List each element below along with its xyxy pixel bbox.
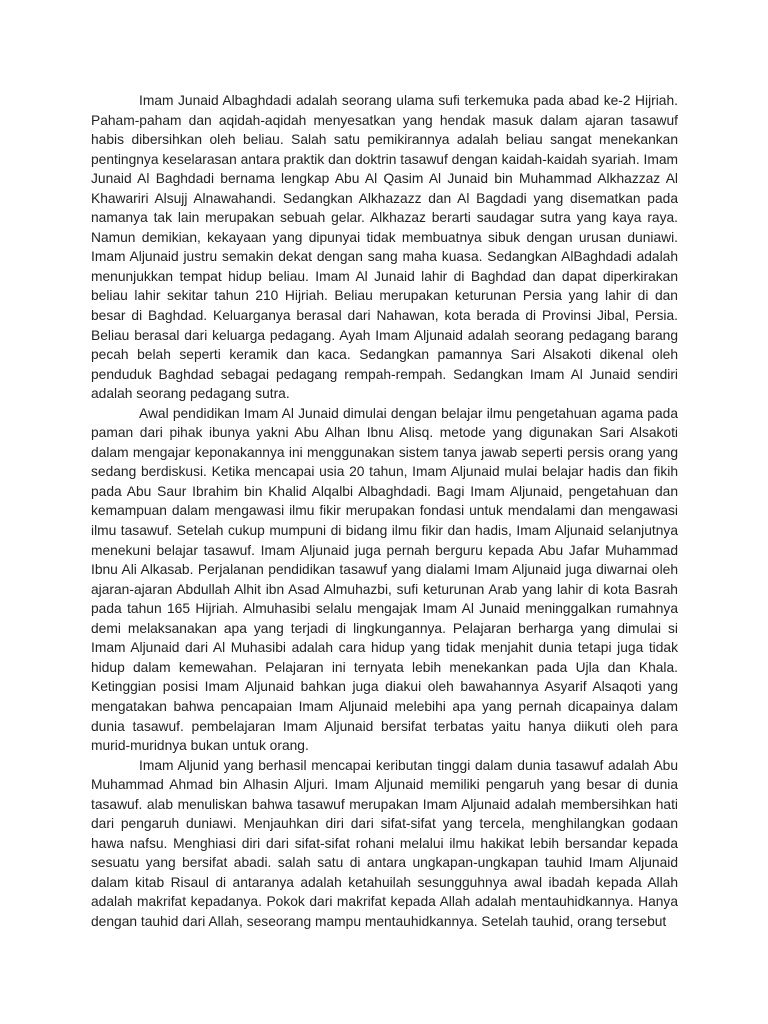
paragraph-1: Imam Junaid Albaghdadi adalah seorang ulama sufi terkemuka pada abad ke-2 Hijriah. Paham-paham dan aqidah-aqidah menyesatkan yang hendak masuk dalam ajaran tasawuf habis dibersihkan oleh beliau. Salah satu pemikirannya adalah beliau sangat menekankan pentingnya keselarasan antara praktik dan doktrin tasawuf dengan kaidah-kaidah syariah. Imam Junaid Al Baghdadi bernama lengkap Abu Al Qasim Al Junaid bin Muhammad Alkhazzaz Al Khawariri Alsujj Alnawahandi. Sedangkan Alkhazazz dan Al Bagdadi yang disematkan pada namanya tak lain merupakan sebuah gelar. Alkhazaz berarti saudagar sutra yang kaya raya. Namun demikian, kekayaan yang dipunyai tidak membuatnya sibuk dengan urusan duniawi. Imam Aljunaid justru semakin dekat dengan sang maha kuasa. Sedangkan AlBaghdadi adalah menunjukkan tempat hidup beliau. Imam Al Junaid lahir di Baghdad dan dapat diperkirakan beliau lahir sekitar tahun 210 Hijriah. Beliau merupakan keturunan Persia yang lahir di dan besar di Baghdad. Keluarganya berasal dari Nahawan, kota berada di Provinsi Jibal, Persia. Beliau berasal dari keluarga pedagang. Ayah Imam Aljunaid adalah seorang pedagang barang pecah belah seperti keramik dan kaca. Sedangkan pamannya Sari Alsakoti dikenal oleh penduduk Baghdad sebagai pedagang rempah-rempah. Sedangkan Imam Al Junaid sendiri adalah seorang pedagang sutra. (91, 93, 678, 402)
paragraph-3: Imam Aljunid yang berhasil mencapai keributan tinggi dalam dunia tasawuf adalah Abu Muhammad Ahmad bin Alhasin Aljuri. Imam Aljunaid memiliki pengaruh yang besar di dunia tasawuf. alab menuliskan bahwa tasawuf merupakan Imam Aljunaid adalah membersihkan hati dari pengaruh duniawi. Menjauhkan diri dari sifat-sifat yang tercela, menghilangkan godaan hawa nafsu. Menghiasi diri dari sifat-sifat rohani melalui ilmu hakikat lebih bersandar kepada sesuatu yang bersifat abadi. salah satu di antara ungkapan-ungkapan tauhid Imam Aljunaid dalam kitab Risaul di antaranya adalah ketahuilah sesungguhnya awal ibadah kepada Allah adalah makrifat kepadanya. Pokok dari makrifat kepada Allah adalah mentauhidkannya. Hanya dengan tauhid dari Allah, seseorang mampu mentauhidkannya. Setelah tauhid, orang tersebut (91, 757, 678, 929)
document-page (91, 91, 678, 1024)
paragraph-2: Awal pendidikan Imam Al Junaid dimulai dengan belajar ilmu pengetahuan agama pada paman dari pihak ibunya yakni Abu Alhan Ibnu Alisq. metode yang digunakan Sari Alsakoti dalam mengajar keponakannya ini menggunakan sistem tanya jawab seperti persis orang yang sedang berdiskusi. Ketika mencapai usia 20 tahun, Imam Aljunaid mulai belajar hadis dan fikih pada Abu Saur Ibrahim bin Khalid Alqalbi Albaghdadi. Bagi Imam Aljunaid, pengetahuan dan kemampuan dalam mengawasi ilmu fikir merupakan fondasi untuk mendalami dan mengawasi ilmu tasawuf. Setelah cukup mumpuni di bidang ilmu fikir dan hadis, Imam Aljunaid selanjutnya menekuni belajar tasawuf. Imam Aljunaid juga pernah berguru kepada Abu Jafar Muhammad Ibnu Ali Alkasab. Perjalanan pendidikan tasawuf yang dialami Imam Aljunaid juga diwarnai oleh ajaran-ajaran Abdullah Alhit ibn Asad Almuhazbi, sufi keturunan Arab yang lahir di kota Basrah pada tahun 165 Hijriah. Almuhasibi selalu mengajak Imam Al Junaid meninggalkan rumahnya demi melaksanakan apa yang terjadi di lingkungannya. Pelajaran berharga yang dimulai si Imam Aljunaid dari Al Muhasibi adalah cara hidup yang tidak menjahit dunia tetapi juga tidak hidup dalam kemewahan. Pelajaran ini ternyata lebih menekankan pada Ujla dan Khala. Ketinggian posisi Imam Aljunaid bahkan juga diakui oleh bawahannya Asyarif Alsaqoti yang mengatakan bahwa pencapaian Imam Aljunaid melebihi apa yang pernah dicapainya dalam dunia tasawuf. pembelajaran Imam Aljunaid bersifat terbatas yaitu hanya diikuti oleh para murid-muridnya bukan untuk orang. (91, 405, 678, 754)
